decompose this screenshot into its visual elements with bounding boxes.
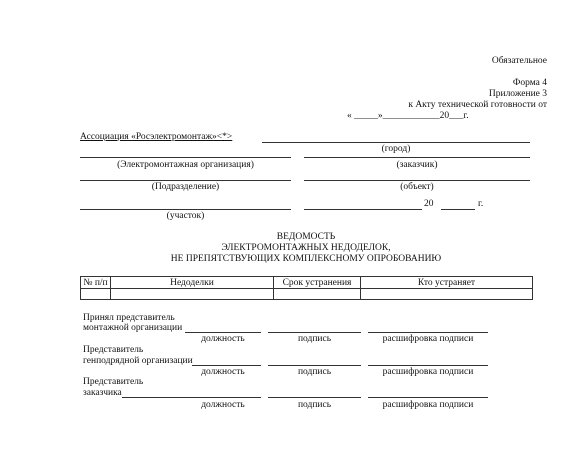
object-caption: (объект) bbox=[400, 182, 434, 192]
decode-caption-1: расшифровка подписи bbox=[382, 334, 474, 344]
section-caption: (участок) bbox=[166, 211, 205, 221]
customer-rep-label: Представитель bbox=[83, 377, 144, 387]
decode-line-1 bbox=[368, 332, 488, 333]
position-line-2 bbox=[192, 365, 261, 366]
signature-line-2 bbox=[268, 365, 361, 366]
section-line bbox=[80, 209, 291, 210]
signature-caption-2: подпись bbox=[297, 367, 332, 377]
signature-caption-3: подпись bbox=[297, 400, 332, 410]
customer-rep-org-label: заказчика bbox=[83, 388, 122, 398]
position-caption-2: должность bbox=[201, 367, 245, 377]
accepted-org-label: монтажной организации bbox=[83, 323, 183, 333]
object-line bbox=[304, 180, 530, 181]
table-header-row bbox=[81, 277, 533, 289]
decode-line-3 bbox=[368, 397, 488, 398]
org-line bbox=[80, 157, 291, 158]
signature-line-3 bbox=[268, 397, 361, 398]
decode-caption-3: расшифровка подписи bbox=[382, 400, 474, 410]
year-suffix: г. bbox=[478, 199, 484, 209]
city-line bbox=[262, 142, 530, 143]
org-caption: (Электромонтажная организация) bbox=[117, 160, 254, 170]
signature-caption-1: подпись bbox=[297, 334, 332, 344]
customer-line bbox=[304, 157, 530, 158]
year-prefix: 20 bbox=[424, 199, 434, 209]
position-line-1 bbox=[185, 332, 261, 333]
association-name: Ассоциация «Росэлектромонтаж»<*> bbox=[80, 132, 233, 142]
contractor-label: Представитель bbox=[83, 345, 144, 355]
city-caption: (город) bbox=[381, 144, 411, 154]
table-cell bbox=[274, 289, 361, 300]
division-line bbox=[80, 180, 291, 181]
table-cell bbox=[81, 289, 111, 300]
col-number: № п/п bbox=[81, 277, 111, 289]
doc-subtitle-1: ЭЛЕКТРОМОНТАЖНЫХ НЕДОДЕЛОК, bbox=[221, 243, 391, 253]
col-deadline: Срок устранения bbox=[274, 277, 361, 289]
accepted-label: Принял представитель bbox=[83, 313, 175, 323]
doc-title: ВЕДОМОСТЬ bbox=[276, 232, 336, 242]
position-caption-1: должность bbox=[201, 334, 245, 344]
appendix-label: Приложение 3 bbox=[488, 89, 547, 99]
customer-caption: (заказчик) bbox=[396, 160, 438, 170]
form-number: Форма 4 bbox=[512, 78, 547, 88]
table-cell bbox=[111, 289, 274, 300]
table-row bbox=[81, 289, 533, 300]
position-caption-3: должность bbox=[201, 400, 245, 410]
signature-line-1 bbox=[268, 332, 361, 333]
col-defects: Недоделки bbox=[111, 277, 274, 289]
col-responsible: Кто устраняет bbox=[361, 277, 533, 289]
contractor-org-label: генподрядной организации bbox=[83, 356, 193, 366]
act-date: « _____»____________20___г. bbox=[347, 111, 469, 121]
defects-table bbox=[80, 276, 533, 300]
position-line-3 bbox=[122, 397, 261, 398]
doc-subtitle-2: НЕ ПРЕПЯТСТВУЮЩИХ КОМПЛЕКСНОМУ ОПРОБОВАНИЮ bbox=[170, 254, 442, 264]
decode-caption-2: расшифровка подписи bbox=[382, 367, 474, 377]
decode-line-2 bbox=[368, 365, 488, 366]
act-reference: к Акту технической готовности от bbox=[408, 100, 547, 110]
table-cell bbox=[361, 289, 533, 300]
mandatory-label: Обязательное bbox=[491, 56, 547, 66]
division-caption: (Подразделение) bbox=[151, 182, 220, 192]
date-line bbox=[304, 209, 422, 210]
year-line bbox=[441, 209, 475, 210]
